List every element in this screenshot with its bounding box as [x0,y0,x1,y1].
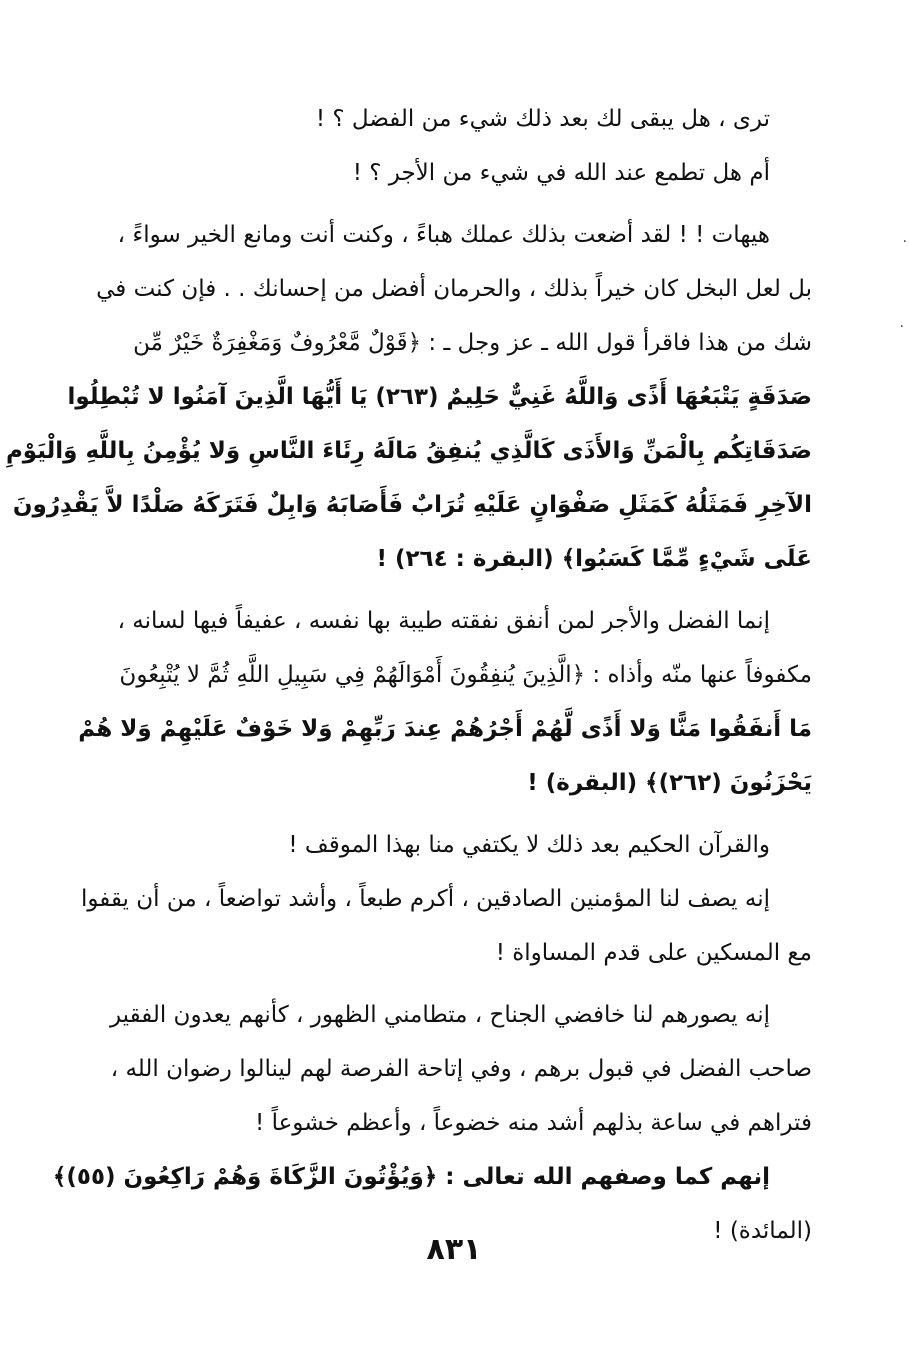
text-line: هيهات ! ! لقد أضعت بذلك عملك هباءً ، وكنت أنت ومانع الخير سواءً ، [117,222,770,248]
quran-verse-line: صَدَقَةٍ يَتْبَعُهَا أَذًى وَاللَّهُ غَنِيٌّ حَلِيمٌ (٢٦٣) يَا أَيُّهَا الَّذِينَ آمَنُوا لا تُبْطِلُوا [67,384,812,410]
text-line: (المائدة) ! [713,1218,812,1244]
quran-verse-line: إنهم كما وصفهم الله تعالى : ﴿وَيُؤْتُونَ الزَّكَاةَ وَهُمْ رَاكِعُونَ (٥٥)﴾ [52,1164,770,1190]
text-line: إنما الفضل والأجر لمن أنفق نفقته طيبة بها نفسه ، عفيفاً فيها لسانه ، [117,608,770,634]
text-line: مكفوفاً عنها منّه وأذاه : ﴿الَّذِينَ يُنفِقُونَ أَمْوَالَهُمْ فِي سَبِيلِ اللَّهِ ثُمَّ لا يُتْبِعُونَ [119,662,812,688]
text-line: فتراهم في ساعة بذلهم أشد منه خضوعاً ، وأعظم خشوعاً ! [255,1110,812,1136]
text-line: إنه يصف لنا المؤمنين الصادقين ، أكرم طبعاً ، وأشد تواضعاً ، من أن يقفوا [80,886,770,912]
text-line: إنه يصورهم لنا خافضي الجناح ، متطامني الظهور ، كأنهم يعدون الفقير [109,1002,770,1028]
quran-verse-line: عَلَى شَيْءٍ مِّمَّا كَسَبُوا﴾ (البقرة : ٢٦٤) ! [376,546,812,572]
text-line: ترى ، هل يبقى لك بعد ذلك شيء من الفضل ؟ ! [315,106,770,132]
text-line: صاحب الفضل في قبول برهم ، وفي إتاحة الفرصة لهم لينالوا رضوان الله ، [110,1056,812,1082]
quran-verse-line: مَا أَنفَقُوا مَنًّا وَلا أَذًى لَّهُمْ أَجْرُهُمْ عِندَ رَبِّهِمْ وَلا خَوْفٌ عَلَيْهِمْ وَلا هُمْ [78,716,812,742]
margin-mark: ٠ [901,233,909,249]
text-line: والقرآن الحكيم بعد ذلك لا يكتفي منا بهذا الموقف ! [288,832,770,858]
text-line: مع المسكين على قدم المساواة ! [495,940,812,966]
margin-mark: ٠ [898,318,906,334]
text-line: بل لعل البخل كان خيراً بذلك ، والحرمان أفضل من إحسانك . . فإن كنت في [96,276,812,302]
quran-verse-line: صَدَقَاتِكُم بِالْمَنِّ وَالأَذَى كَالَّذِي يُنفِقُ مَالَهُ رِئَاءَ النَّاسِ وَلا يُؤْمِنُ بِاللَّهِ وَالْيَوْمِ [5,438,812,464]
page-number: ٨٣١ [426,1232,482,1267]
text-line: أم هل تطمع عند الله في شيء من الأجر ؟ ! [352,160,770,186]
quran-verse-line: الآخِرِ فَمَثَلُهُ كَمَثَلِ صَفْوَانٍ عَلَيْهِ تُرَابٌ فَأَصَابَهُ وَابِلٌ فَتَرَكَهُ صَلْدًا لاَّ يَقْدِرُونَ [12,492,812,518]
text-line: شك من هذا فاقرأ قول الله ـ عز وجل ـ : ﴿قَوْلٌ مَّعْرُوفٌ وَمَغْفِرَةٌ خَيْرٌ مِّن [133,330,812,356]
quran-verse-line: يَحْزَنُونَ (٢٦٢)﴾ (البقرة) ! [527,770,812,796]
body-text [5,92,812,1258]
